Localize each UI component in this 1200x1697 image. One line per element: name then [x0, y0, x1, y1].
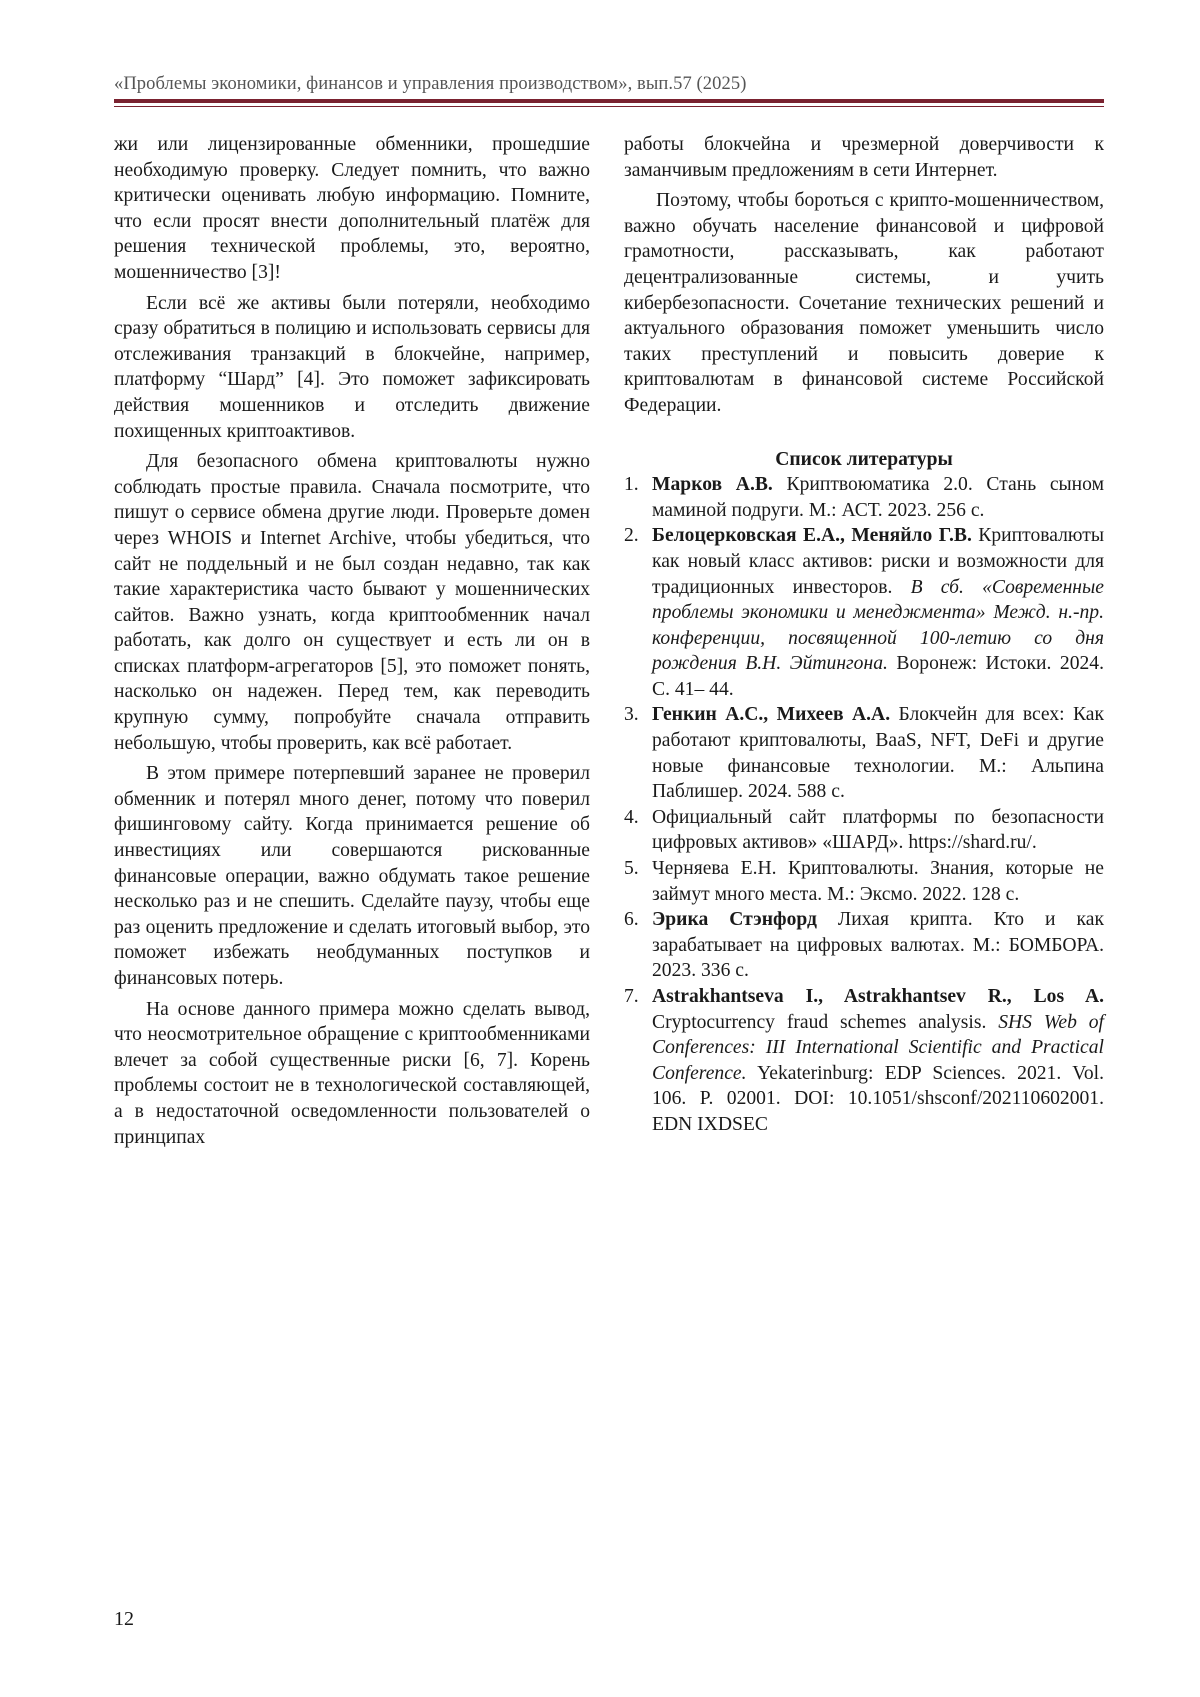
paragraph: жи или лицензированные обменники, прошедшие необходимую проверку. Следует помнить, что важно критически оценивать любую информацию. Помните, что если просят внести дополнительный платёж для решения технической проблемы, это, вероятно, мошенничество [3]!: [114, 134, 590, 283]
paragraph: Поэтому, чтобы бороться с крипто-мошенничеством, важно обучать население финансовой и цифровой грамотности, рассказывать, как работают децентрализованные системы, и учить кибербезопасности. Сочетание технических решений и актуального образования поможет уменьшить число таких преступлений и повысить доверие к криптовалютам в финансовой системе Российской Федерации.: [624, 190, 1104, 416]
left-column: [114, 132, 590, 1155]
reference-item: 3. Генкин А.С., Михеев А.А. Блокчейн для всех: Как работают криптовалюты, BaaS, NFT, DeFi и другие новые финансовые технологии. М.: Альпина Паблишер. 2024. 588 с.: [624, 704, 1104, 803]
reference-item: 2. Белоцерковская Е.А., Меняйло Г.В. Криптовалюты как новый класс активов: риски и возможности для традиционных инвесторов. В сб. «Современные проблемы экономики и менеджмента» Межд. н.-пр. конференции, посвященной 100-летию со дня рождения В.Н. Эйтингона. Воронеж: Истоки. 2024. С. 41– 44.: [624, 525, 1104, 700]
reference-item: 4. Официальный сайт платформы по безопасности цифровых активов» «ШАРД». https://shard.ru/.: [624, 806, 1104, 854]
paragraph: Если всё же активы были потеряли, необходимо сразу обратиться в полицию и использовать сервисы для отслеживания транзакций в блокчейне, например, платформу “Шард” [4]. Это поможет зафиксировать действия мошенников и отследить движение похищенных криптоактивов.: [114, 292, 590, 442]
paragraph: В этом примере потерпевший заранее не проверил обменник и потерял много денег, потому что поверил фишинговому сайту. Когда принимается решение об инвестициях или совершаются рискованные финансовые операции, важно обдумать такое решение несколько раз и не спешить. Сделайте паузу, чтобы еще раз оценить предложение и сделать итоговый выбор, это поможет избежать необдуманных поступков и финансовых потерь.: [114, 763, 590, 989]
paragraph: Для безопасного обмена криптовалюты нужно соблюдать простые правила. Сначала посмотрите, что пишут о сервисе обмена другие люди. Проверьте домен через WHOIS и Internet Archive, чтобы убедиться, что сайт не поддельный и не был создан недавно, так как такие характеристика часто бывают у мошеннических сайтов. Важно узнать, когда криптообменник начал работать, как долго он существует и есть ли он в списках платформ-агрегаторов [5], это поможет понять, насколько он надежен. Перед тем, как переводить крупную сумму, попробуйте сначала отправить небольшую, чтобы проверить, как всё работает.: [114, 451, 590, 754]
references-title: Список литературы: [775, 448, 953, 470]
paragraph: На основе данного примера можно сделать вывод, что неосмотрительное обращение с криптообменниками влечет за собой существенные риски [6, 7]. Корень проблемы состоит не в технологической составляющей, а в недостаточной осведомленности пользователей о принципах: [114, 998, 590, 1148]
reference-item: 7. Astrakhantseva I., Astrakhantsev R., Los A. Cryptocurrency fraud schemes analysis. SHS Web of Conferences: III International Scientific and Practical Conference. Yekaterinburg: EDP Sciences. 2021. Vol. 106. P. 02001. DOI: 10.1051/shsconf/202110602001. EDN IXDSEC: [624, 986, 1104, 1135]
right-column: [624, 132, 1104, 1138]
reference-item: 5. Черняева Е.Н. Криптовалюты. Знания, которые не займут много места. М.: Эксмо. 2022. 128 с.: [624, 858, 1104, 905]
header-rule-thin: [114, 106, 1104, 107]
page-number: 12: [114, 1608, 134, 1630]
references-list: [624, 472, 1104, 1137]
reference-item: 1. Марков А.В. Криптвоюматика 2.0. Стань сыном маминой подруги. М.: АСТ. 2023. 256 с.: [624, 474, 1104, 521]
reference-item: 6. Эрика Стэнфорд Лихая крипта. Кто и как зарабатывает на цифровых валютах. М.: БОМБОРА. 2023. 336 с.: [624, 909, 1104, 982]
paragraph: работы блокчейна и чрезмерной доверчивости к заманчивым предложениям в сети Интернет.: [624, 134, 1104, 181]
running-header: «Проблемы экономики, финансов и управления производством», вып.57 (2025): [114, 74, 747, 94]
header-rule-thick: [114, 99, 1104, 103]
